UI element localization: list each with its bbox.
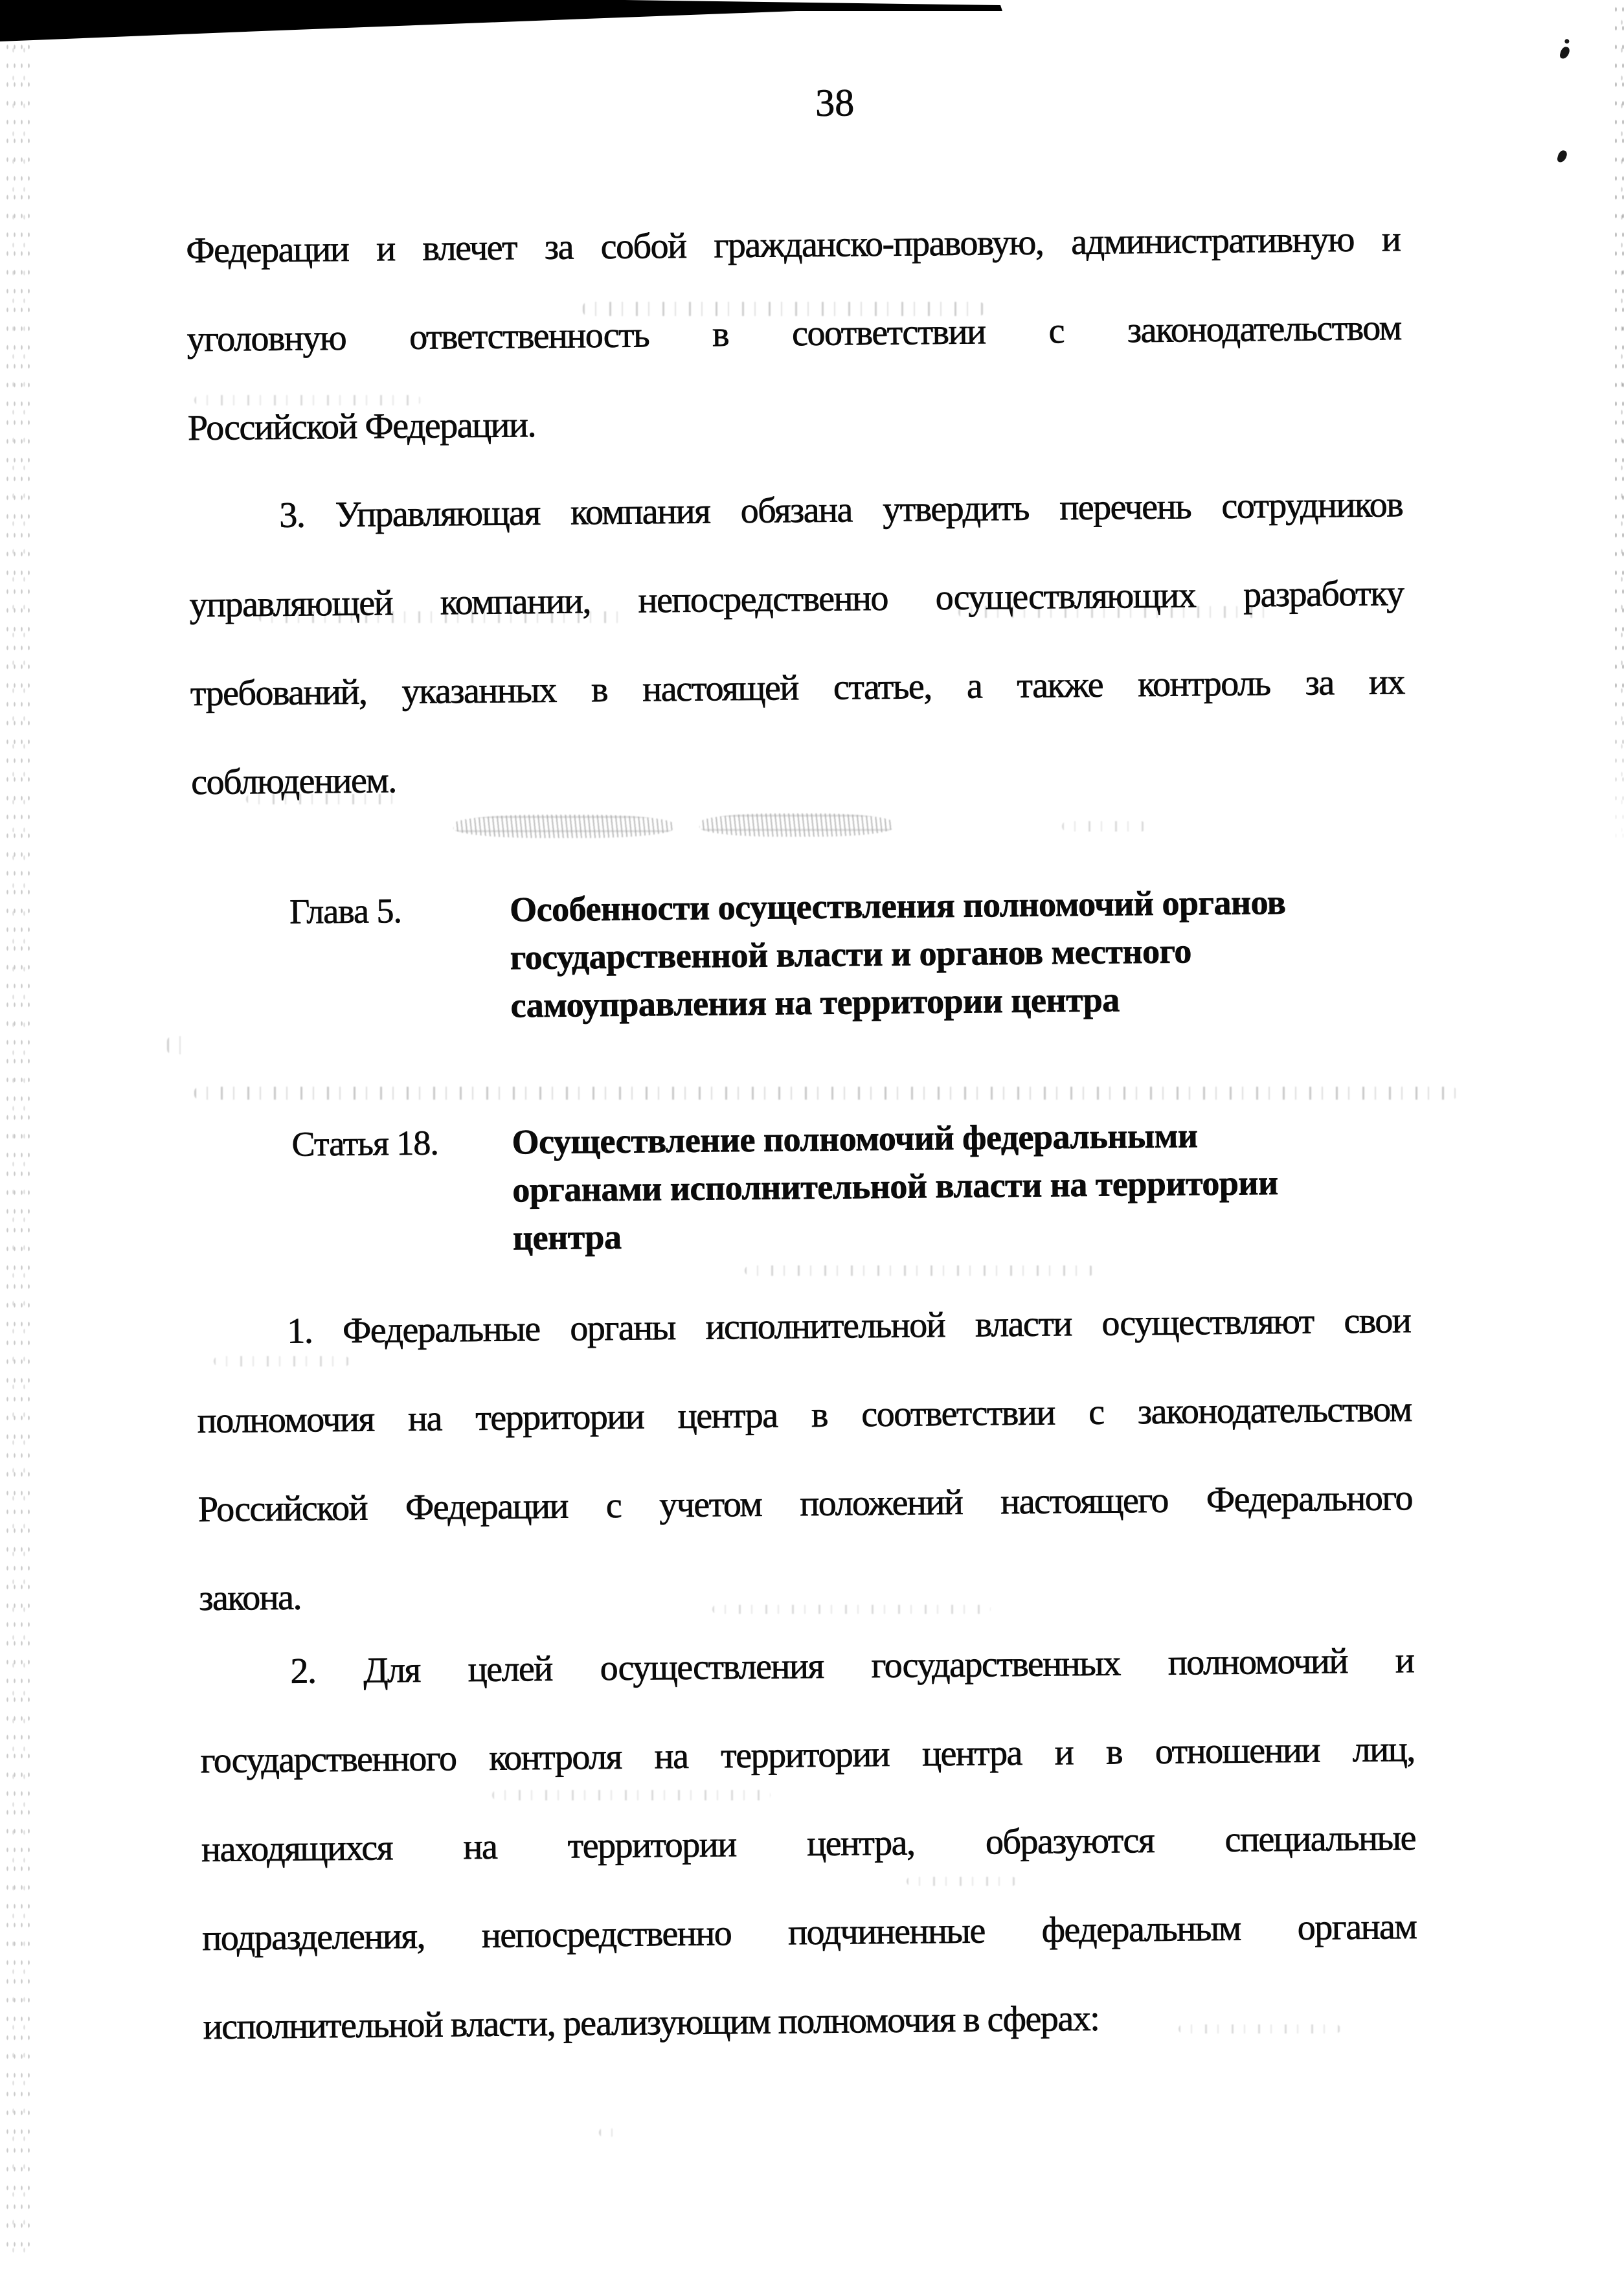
article-heading-label: Статья 18.	[291, 1123, 439, 1164]
heading-line: Осуществление полномочий федеральными	[512, 1116, 1198, 1162]
body-line: Российской Федерации с учетом положений настоящего Федерального	[197, 1478, 1413, 1530]
body-line: уголовную ответственность в соответствии с законодательством	[186, 308, 1401, 360]
body-line: закона.	[199, 1577, 302, 1619]
heading-line: государственной власти и органов местного	[510, 931, 1192, 977]
body-line: Федерации и влечет за собой гражданско-правовую, административную и	[186, 219, 1401, 271]
page-number: 38	[815, 81, 855, 124]
body-line: подразделения, непосредственно подчиненные федеральным органам	[202, 1907, 1417, 1959]
body-line: исполнительной власти, реализующим полномочия в сферах:	[203, 1998, 1100, 2048]
paragraph-continuation	[186, 195, 1403, 473]
body-line: государственного контроля на территории центра и в отношении лиц,	[200, 1729, 1415, 1782]
article-heading-text	[512, 1109, 1439, 1262]
article-18-heading	[194, 1109, 1439, 1265]
chapter-heading-label: Глава 5.	[289, 891, 402, 931]
heading-line: центра	[512, 1217, 622, 1258]
heading-line: органами исполнительной власти на территории	[512, 1163, 1278, 1210]
chapter-heading-text	[510, 877, 1437, 1030]
body-line: 2. Для целей осуществления государственных полномочий и	[290, 1640, 1414, 1692]
body-line: 1. Федеральные органы исполнительной власти осуществляют свои	[287, 1300, 1411, 1352]
body-line: соблюдением.	[190, 760, 396, 803]
body-line: полномочия на территории центра в соответствии с законодательством	[197, 1389, 1412, 1442]
body-line: управляющей компании, непосредственно осуществляющих разработку	[189, 573, 1404, 626]
chapter-5-heading	[192, 877, 1437, 1032]
paragraph-item-2	[199, 1616, 1417, 2072]
body-line: находящихся на территории центра, образуются специальные	[201, 1818, 1416, 1870]
heading-line: самоуправления на территории центра	[510, 980, 1120, 1025]
heading-line: Особенности осуществления полномочий органов	[509, 882, 1286, 929]
paragraph-item-1	[196, 1276, 1414, 1643]
paragraph-item-3	[188, 460, 1406, 827]
body-line: требований, указанных в настоящей статье, а также контроль за их	[190, 662, 1405, 714]
body-line: 3. Управляющая компания обязана утвердить перечень сотрудников	[278, 484, 1403, 536]
body-line: Российской Федерации.	[187, 405, 536, 449]
